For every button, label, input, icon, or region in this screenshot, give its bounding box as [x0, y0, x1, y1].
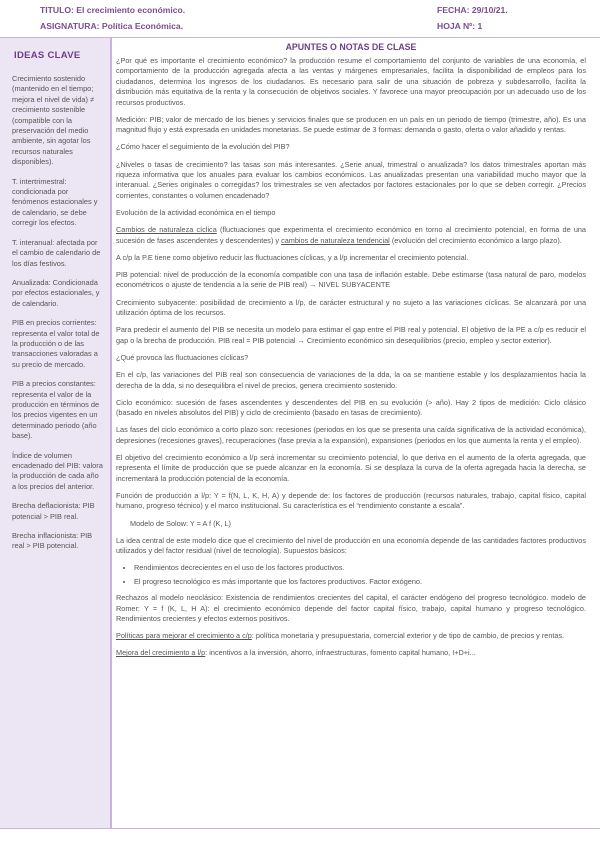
key-idea: PIB a precios constantes: representa el valor de la producción en términos de los precios vigentes en un determinado periodo (año base). [12, 379, 100, 441]
list-item: • Rendimientos decrecientes en el uso de los factores productivos. [134, 563, 586, 573]
paragraph: Cambios de naturaleza cíclica (fluctuaciones que experimenta el crecimiento económico en torno al crecimiento potencial, en forma de una sucesión de fases ascendentes y descendentes) y cambios de naturaleza tendencial (evolución del crecimiento económico a largo plazo). [116, 225, 586, 245]
paragraph: PIB potencial: nivel de producción de la economía compatible con una tasa de inflación estable. Debe estimarse (tasa natural de paro, modelos econométricos o ajuste de tendencia a la serie de PIB real) → NIVEL SUBYACENTE [116, 270, 586, 290]
bullet-list [116, 563, 586, 587]
document-date: FECHA: 29/10/21. [437, 5, 508, 15]
paragraph: Mejora del crecimiento a l/p: incentivos a la inversión, ahorro, infraestructuras, fomento capital humano, I+D+i... [116, 648, 476, 658]
paragraph: Crecimiento subyacente: posibilidad de crecimiento a l/p, de carácter estructural y no sujeto a las variaciones cíclicas. Se alcanzará por una utilización óptima de los recursos. [116, 297, 586, 318]
page-number: HOJA Nº: 1 [437, 21, 483, 31]
notes-heading: APUNTES O NOTAS DE CLASE [285, 42, 417, 52]
key-idea: Índice de volumen encadenado del PIB: valora la producción de cada año a los precios del anterior. [12, 450, 103, 491]
document-title: TITULO: El crecimiento económico. [40, 5, 186, 15]
class-notes [116, 38, 586, 666]
key-idea: T. interanual: afectada por el cambio de calendario de los días festivos. [12, 237, 101, 268]
paragraph: A c/p la P.E tiene como objetivo reducir las fluctuaciones cíclicas, y a l/p incrementar el crecimiento potencial. [116, 252, 469, 262]
key-idea: Anualizada: Condicionada por efectos estacionales, y de calendario. [12, 277, 100, 308]
paragraph: Rechazos al modelo neoclásico: Existencia de rendimientos crecientes del capital, el carácter endógeno del progreso tecnológico. modelo de Romer: Y = f (K, L, H A): el crecimiento económico depende del factor capital físico, trabajo, capital humano y progreso tecnológico. Rendimientos crecientes y efectos externos positivos. [116, 593, 586, 623]
formula: Modelo de Solow: Y = A f (K, L) [130, 518, 231, 528]
paragraph: ¿Niveles o tasas de crecimiento? las tasas son más interesantes. ¿Serie anual, trimestral o anualizada? los datos trimestrales aportan más riqueza informativa que los anuales para evaluar los cambios económicos. Las anualizadas presentan una variabilidad mucho mayor que la interanual. ¿Series originales o corregidas? los trimestrales se ven afectados por factores estacionales por lo que se deben corregir. ¿Precios corrientes, constantes o volumen encadenado? [116, 159, 586, 200]
paragraph: Las fases del ciclo económico a corto plazo son: recesiones (periodos en los que se presenta una caída significativa de la actividad económica), depresiones (recesiones graves), recuperaciones (fase previa a la expansión), expansiones (periodos en los que aumenta la renta y el empleo). [116, 425, 586, 445]
key-idea: Crecimiento sostenido (mantenido en el tiempo; mejora el nivel de vida) ≠ crecimiento sostenible (compatible con la preservación del medio ambiente, sin agotar los recursos naturales disponibles). [12, 74, 95, 167]
footer-divider [0, 828, 600, 829]
key-idea: PIB en precios corrientes: representa el valor total de la producción o de las transacciones valoradas a su precio de mercado. [12, 318, 100, 369]
key-ideas-list [12, 74, 104, 561]
key-idea: T. intertrimestral: condicionada por fenómenos estacionales y de calendario, se debe corregir los efectos. [12, 176, 98, 228]
paragraph: Función de producción a l/p: Y = f(N, L, K, H, A) y depende de: los factores de producción (recursos naturales, trabajo, capital físico, capital humano, progreso técnico) y el marco institucional. Su característica es el “rendimiento constante a escala”. [116, 490, 586, 511]
underlined-term: Mejora del crecimiento a l/p [116, 648, 206, 658]
paragraph: Políticas para mejorar el crecimiento a c/p: política monetaria y presupuestaria, comercial exterior y de tipo de cambio, de precios y rentas. [116, 631, 565, 641]
underlined-term: cambios de naturaleza tendencial [281, 235, 390, 245]
question: ¿Cómo hacer el seguimiento de la evolución del PIB? [116, 142, 290, 152]
section-title: Evolución de la actividad económica en el tiempo [116, 208, 276, 218]
underlined-term: Cambios de naturaleza cíclica [116, 225, 217, 235]
page-header [0, 0, 600, 38]
key-idea: Brecha deflacionista: PIB potencial > PIB real. [12, 501, 95, 521]
document-subject: ASIGNATURA: Política Económica. [40, 21, 184, 31]
paragraph: Para predecir el aumento del PIB se necesita un modelo para estimar el gap entre el PIB real y potencial. El objetivo de la PE a c/p es reducir el gap o la brecha de producción. PIB real = PIB potencial → Crecimiento económico sin desequilibrios (precio, empleo y sector exterior). [116, 325, 586, 345]
key-ideas-column [0, 38, 112, 828]
key-ideas-heading: IDEAS CLAVE [14, 50, 81, 61]
underlined-term: Políticas para mejorar el crecimiento a c/p [116, 631, 252, 641]
page-footer [0, 828, 600, 848]
paragraph: En el c/p, las variaciones del PIB real son consecuencia de variaciones de la dda, la oa se mantiene estable y los desplazamientos hacia la derecha de la dda, si no desequilibra el nivel de precios, genera crecimiento sostenido. [116, 370, 586, 390]
paragraph: ¿Por qué es importante el crecimiento económico? la producción resume el comportamiento del conjunto de variables de una economía, el comportamiento de la producción agregada afecta a las ventas y márgenes empresariales, facilita la disponibilidad de empleos para los ciudadanos, determina los ingresos de los ciudadanos. Es necesario para salir de una situación de pobreza y subdesarrollo, facilita la distribución más equitativa de la renta y la consecución de objetivos sociales. Y favorece una mayor preocupación por un adecuado uso de los recursos productivos. [116, 56, 586, 107]
question: ¿Qué provoca las fluctuaciones cíclicas? [116, 352, 249, 362]
list-item: • El progreso tecnológico es más importante que los factores productivos. Factor exógeno. [134, 577, 586, 587]
paragraph: La idea central de este modelo dice que el crecimiento del nivel de producción en una economía depende de las cantidades factores productivos utilizados y del factor residual (nivel de tecnología). Supuestos básicos: [116, 535, 586, 556]
paragraph: Ciclo económico: sucesión de fases ascendentes y descendentes del PIB en su evolución (> año). Hay 2 tipos de medición: Ciclo clásico (basado en niveles absolutos del PIB) y ciclo de crecimiento (basado en tasas de crecimiento). [116, 397, 586, 418]
paragraph: El objetivo del crecimiento económico a l/p será incrementar su crecimiento potencial, lo que deriva en el aumento de la oferta agregada, que representa el límite de producción que se puede alcanzar en la economía. Si se desplaza la curva de la oferta agregada hacia la derecha, se incrementará la producción potencial de la economía. [116, 452, 586, 483]
key-idea: Brecha inflacionista: PIB real > PIB potencial. [12, 531, 93, 551]
paragraph: Medición: PIB; valor de mercado de los bienes y servicios finales que se producen en un país en un periodo de tiempo (trimestre, año). Es una magnitud flujo y está expresada en unidades monetarias. Se puede estimar de 3 formas: demanda o gasto, oferta o valor añadido y rentas. [116, 114, 586, 135]
